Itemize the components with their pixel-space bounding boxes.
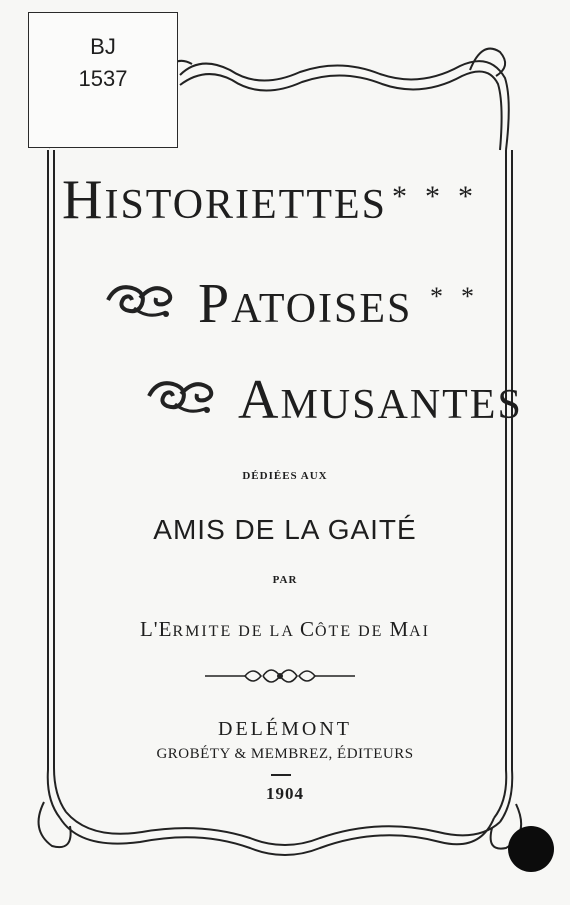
author-mai-rest: AI (409, 623, 431, 640)
title-line-3-initial: A (238, 369, 281, 431)
imprint-year: 1904 (266, 784, 304, 803)
title-line-3 (238, 368, 523, 432)
author-cote-initial: C (299, 617, 315, 641)
author-name-rest: RMITE DE LA (172, 623, 300, 640)
ink-blot (508, 826, 554, 872)
imprint-divider (271, 774, 291, 776)
author-initial: L'E (139, 617, 173, 641)
imprint-publisher: GROBÉTY & MEMBREZ, ÉDITEURS (156, 746, 414, 762)
author-mai-initial: M (389, 617, 410, 641)
scroll-ornament-1 (104, 278, 176, 322)
imprint-place: DELÉMONT (218, 718, 352, 740)
dedication-recipient: AMIS DE LA GAITÉ (153, 514, 417, 545)
shelfmark-line2: 1537 (78, 66, 128, 91)
title-line-1-rest: ISTORIETTES (104, 182, 388, 228)
star-ornaments-1: *** (392, 180, 491, 213)
author-by-label: PAR (272, 574, 298, 586)
shelfmark-line1: BJ (90, 34, 116, 59)
author-name (0, 617, 570, 642)
title-line-2 (198, 272, 412, 336)
title-line-2-rest: ATOISES (231, 286, 413, 332)
title-line-1 (62, 168, 387, 232)
author-cote-rest: ÔTE DE (315, 623, 390, 640)
dedication-label: DÉDIÉES AUX (242, 470, 328, 482)
title-line-2-initial: P (198, 273, 232, 335)
title-line-1-initial: H (62, 169, 105, 231)
star-ornaments-2: ** (430, 282, 492, 311)
title-line-3-rest: MUSANTES (280, 382, 523, 428)
scroll-ornament-2 (145, 374, 217, 418)
library-shelfmark-label (28, 12, 178, 148)
decorative-rule-ornament (205, 662, 355, 690)
